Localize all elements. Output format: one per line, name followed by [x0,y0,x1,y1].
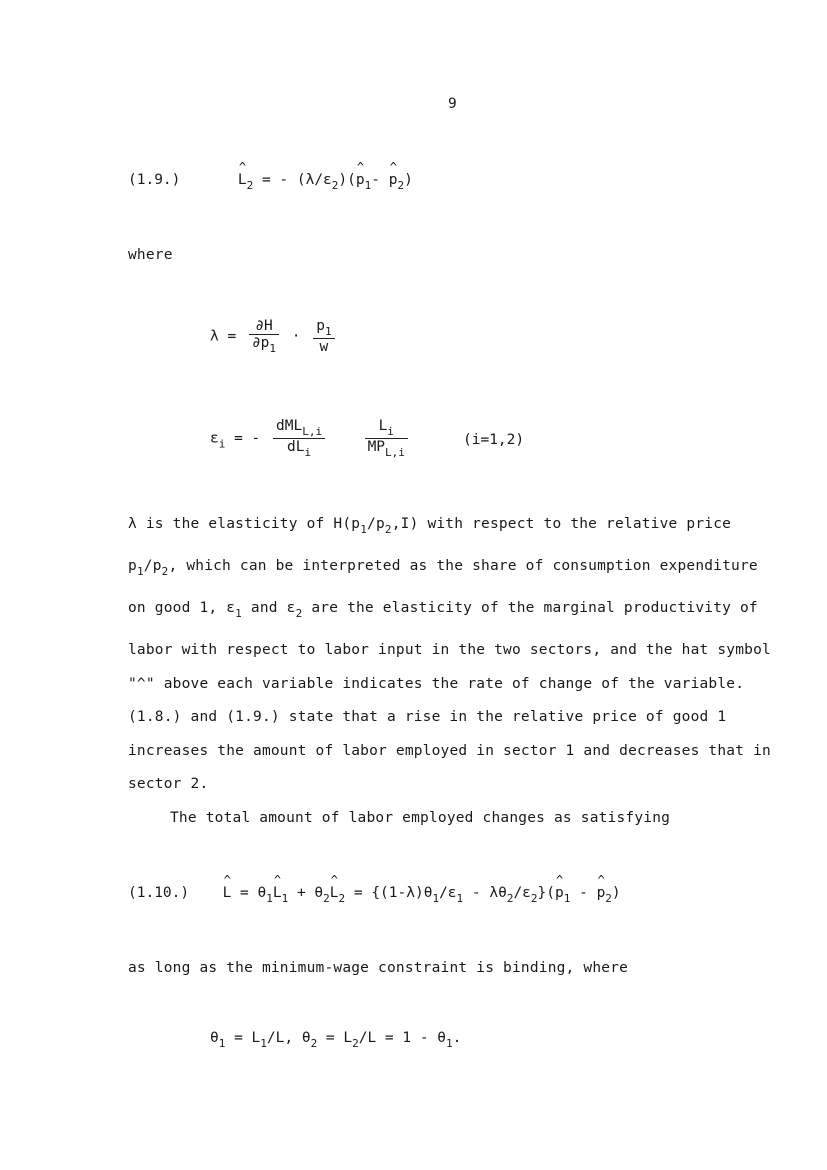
epsilon-condition: (i=1,2) [463,432,525,448]
para-line-5: "^" above each variable indicates the rate of change of the variable. [128,676,745,692]
para-line-7: increases the amount of labor employed in sector 1 and decreases that in [128,743,771,759]
para-line-6: (1.8.) and (1.9.) state that a rise in the relative price of good 1 [128,709,727,725]
para-line-1: λ is the elasticity of $H(p_1/p_2,I)$ with respect to the relative price [128,516,732,536]
equation-1-10: (1.10.) ^ $L = \theta_1\^{}$ $L_1$ + $\theta_2\^{}$ $L_2 = \{(1-\lambda)\theta_1/\varepsilon_1$ - $\lambda\theta_2/\varepsilon_2\}(\^{}$ $p_1$ - ^ $p_2$) [128,885,621,905]
theta-definition: $\theta_1 = L_1/L$, $\theta_2 = L_2/L = 1 - \theta_1$. [210,1030,462,1050]
equation-1-9: (1.9.) ^ $L_2$ = - $(\lambda/\varepsilon_2)(\^{}$ $p_1-$ ^ $p_2$) [128,172,413,192]
para-line-4: labor with respect to labor input in the two sectors, and the hat symbol [128,642,771,658]
epsilon-definition: $\varepsilon_i$ = - $\frac{dML_{L,i}}{dL_i}$ $\frac{L_i}{MP_{L,i}}$ [210,418,412,459]
equation-label: (1.10.) [128,885,190,901]
l2-hat: ^ L [238,172,247,188]
para-line-9: The total amount of labor employed changes as satisfying [170,810,671,826]
page-number: 9 [448,96,457,112]
as-long-text: as long as the minimum-wage constraint is binding, where [128,960,629,976]
para-line-8: sector 2. [128,776,209,792]
where-text: where [128,247,173,263]
para-line-2: $p_1/p_2$, which can be interpreted as the share of consumption expenditure [128,558,758,578]
para-line-3: on good 1, $\varepsilon_1$ and $\varepsilon_2$ are the elasticity of the marginal productivity of [128,600,758,620]
lambda-definition: λ = $\frac{\partial H}{\partial p_1}$ · $\frac{p_1}{w}$ [210,318,339,355]
equation-label: (1.9.) [128,172,181,188]
